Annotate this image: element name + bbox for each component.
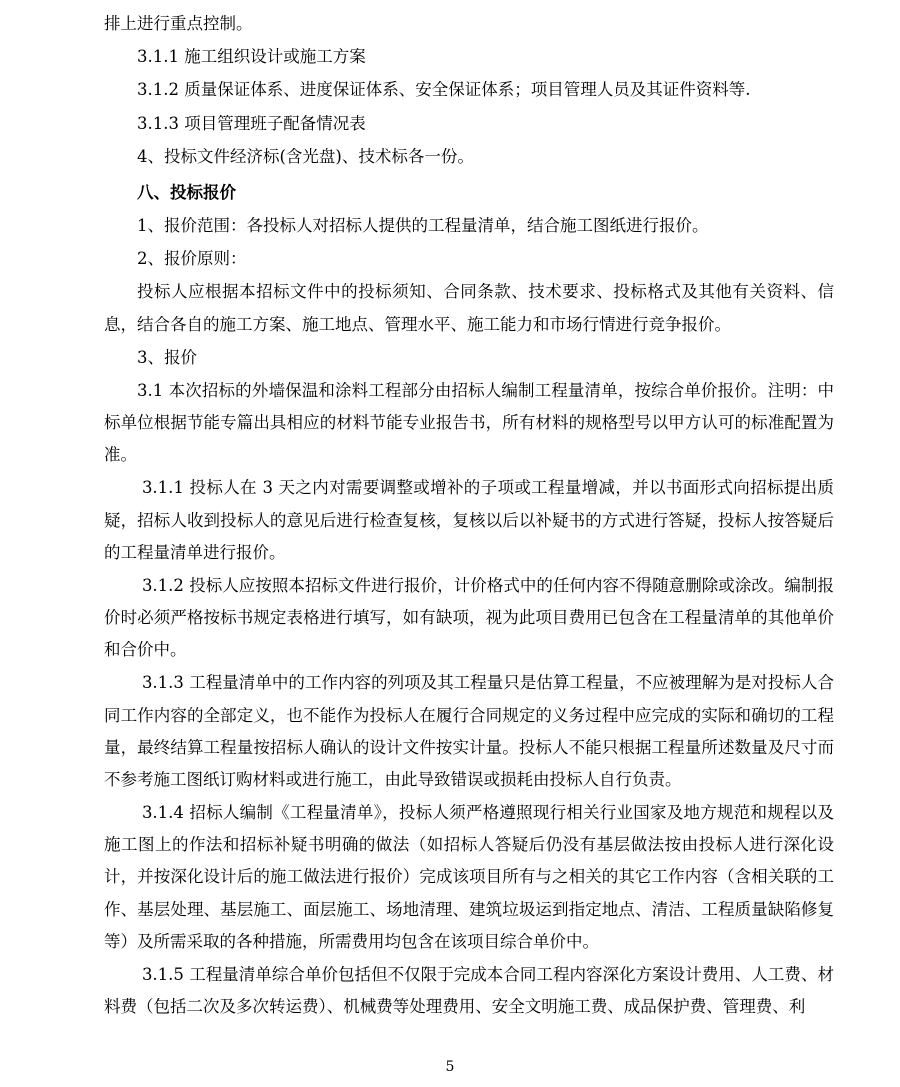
paragraph: 3.1.3 工程量清单中的工作内容的列项及其工程量只是估算工程量，不应被理解为是对投标人合同工作内容的全部定义，也不能作为投标人在履行合同规定的义务过程中应完成的实际和确切的工程量，最终结算工程量按招标人确认的设计文件按实计量。投标人不能只根据工程量所述数量及尺寸而不参考施工图纸订购材料或进行施工，由此导致错误或损耗由投标人自行负责。 <box>104 673 834 789</box>
paragraph: 3.1.3 项目管理班子配备情况表 <box>137 113 366 133</box>
paragraph: 3.1.5 工程量清单综合单价包括但不仅限于完成本合同工程内容深化方案设计费用、人工费、材料费（包括二次及多次转运费）、机械费等处理费用、安全文明施工费、成品保护费、管理费、利 <box>104 964 834 1017</box>
document-body <box>104 8 834 1023</box>
paragraph: 3.1.2 投标人应按照本招标文件进行报价，计价格式中的任何内容不得随意删除或涂改。编制报价时必须严格按标书规定表格进行填写，如有缺项，视为此项目费用已包含在工程量清单的其他单价和合价中。 <box>104 575 834 660</box>
section-heading: 八、投标报价 <box>137 182 236 202</box>
page-number: 5 <box>445 1059 455 1075</box>
paragraph: 3.1.1 投标人在 3 天之内对需要调整或增补的子项或工程量增减，并以书面形式向招标提出质疑，招标人收到投标人的意见后进行检查复核，复核以后以补疑书的方式进行答疑，投标人按答疑后的工程量清单进行报价。 <box>104 478 834 562</box>
paragraph: 2、报价原则： <box>137 249 247 269</box>
paragraph: 4、投标文件经济标(含光盘)、技术标各一份。 <box>137 146 474 166</box>
paragraph: 3.1.2 质量保证体系、进度保证体系、安全保证体系；项目管理人员及其证件资料等. <box>137 80 751 100</box>
paragraph: 排上进行重点控制。 <box>104 14 253 33</box>
paragraph: 3、报价 <box>137 347 197 367</box>
paragraph: 3.1.4 招标人编制《工程量清单》，投标人须严格遵照现行相关行业国家及地方规范和规程以及施工图上的作法和招标补疑书明确的做法（如招标人答疑后仍没有基层做法按由投标人进行深化设计，并按深化设计后的施工做法进行报价）完成该项目所有与之相关的其它工作内容（含相关联的工作、基层处理、基层施工、面层施工、场地清理、建筑垃圾运到指定地点、清洁、工程质量缺陷修复等）及所需采取的各种措施，所需费用均包含在该项目综合单价中。 <box>104 803 834 951</box>
paragraph: 投标人应根据本招标文件中的投标须知、合同条款、技术要求、投标格式及其他有关资料、信息，结合各自的施工方案、施工地点、管理水平、施工能力和市场行情进行竞争报价。 <box>104 282 834 334</box>
paragraph: 3.1.1 施工组织设计或施工方案 <box>137 47 366 67</box>
paragraph: 1、报价范围：各投标人对招标人提供的工程量清单，结合施工图纸进行报价。 <box>137 216 709 236</box>
paragraph: 3.1 本次招标的外墙保温和涂料工程部分由招标人编制工程量清单，按综合单价报价。注明：中标单位根据节能专篇出具相应的材料节能专业报告书，所有材料的规格型号以甲方认可的标准配置为准。 <box>104 380 834 465</box>
